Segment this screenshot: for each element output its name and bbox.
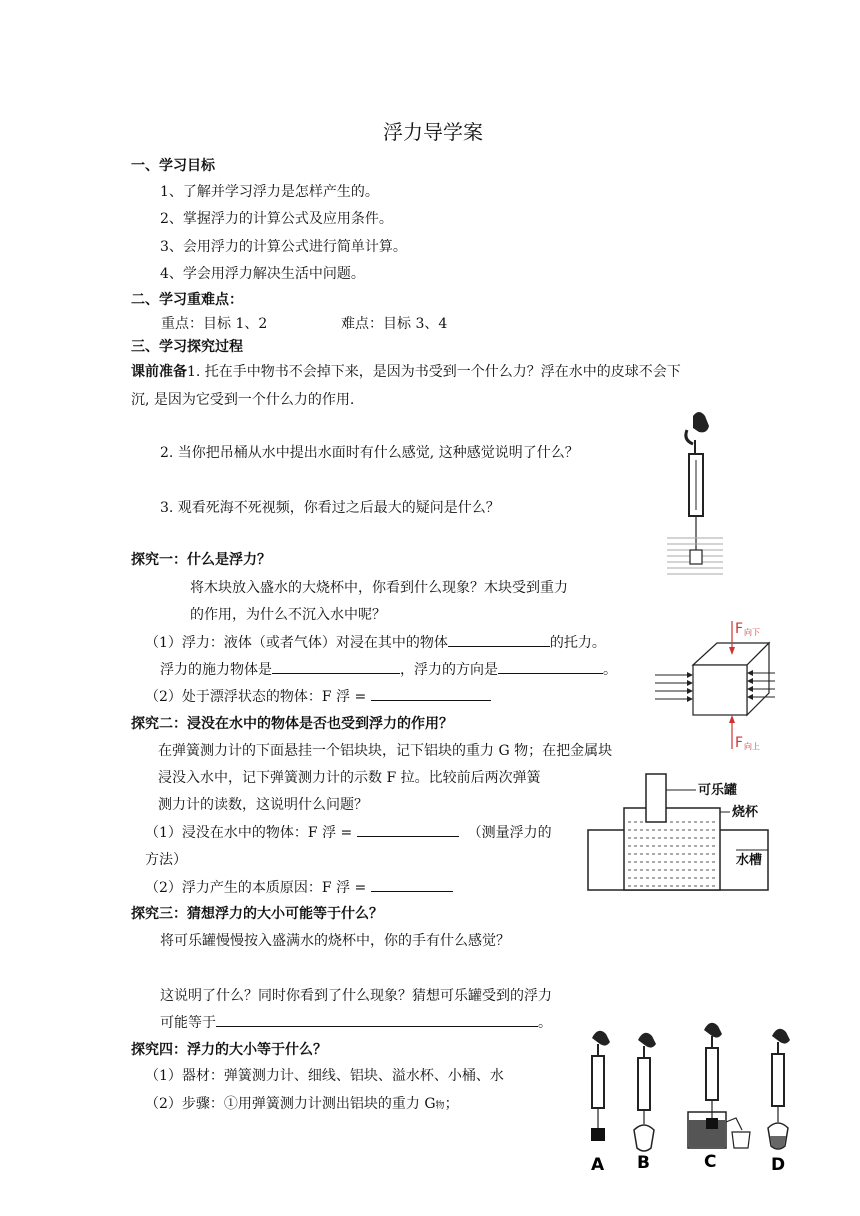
submerged-formula: （1）浸没在水中的物体：F 浮 = （测量浮力的 xyxy=(145,822,552,842)
submerged-formula-cont: 方法） xyxy=(145,852,187,868)
cola-can-label: 可乐罐 xyxy=(698,783,738,798)
goal-item: 4、学会用浮力解决生活中问题。 xyxy=(160,266,365,282)
explore-1-text: 将木块放入盛水的大烧杯中，你看到什么现象？木块受到重力 xyxy=(190,580,568,596)
prep-question-2: 2. 当你把吊桶从水中提出水面时有什么感觉, 这种感觉说明了什么？ xyxy=(160,445,579,461)
explore-3-guess: 可能等于 。 xyxy=(160,1012,552,1032)
prep-question-3: 3. 观看死海不死视频，你看过之后最大的疑问是什么？ xyxy=(160,500,500,516)
step-b-scale xyxy=(634,1033,656,1151)
explore-3-text: 将可乐罐慢慢按入盛满水的烧杯中，你的手有什么感觉？ xyxy=(160,933,510,949)
steps-figure xyxy=(582,1018,807,1178)
fill-blank[interactable] xyxy=(371,686,491,701)
force-down-label: F xyxy=(735,621,744,637)
explore-2-text: 测力计的读数，这说明什么问题？ xyxy=(158,797,368,813)
tank-label: 水槽 xyxy=(736,853,763,868)
fill-blank[interactable] xyxy=(498,659,603,674)
explore-1-heading: 探究一：什么是浮力？ xyxy=(131,552,271,568)
section-heading-keypoints: 二、学习重难点： xyxy=(131,292,243,308)
fill-blank[interactable] xyxy=(357,822,459,837)
buoyancy-source-direction: 浮力的施力物体是 ，浮力的方向是 。 xyxy=(160,659,617,679)
step-d-scale xyxy=(768,1029,790,1149)
buoyancy-definition: （1）浮力：液体（或者气体）对浸在其中的物体 的托力。 xyxy=(145,632,606,652)
explore-1-text: 的作用，为什么不沉入水中呢？ xyxy=(190,607,386,623)
buoyancy-cause-formula: （2）浮力产生的本质原因：F 浮 = xyxy=(145,877,453,897)
force-down-sub: 向下 xyxy=(744,628,760,637)
explore-3-heading: 探究三：猜想浮力的大小可能等于什么？ xyxy=(131,906,383,922)
explore-2-text: 在弹簧测力计的下面悬挂一个铝块块，记下铝块的重力 G 物；在把金属块 xyxy=(158,743,613,759)
step-label-b: B xyxy=(637,1153,650,1173)
procedure-step: （2）步骤：①用弹簧测力计测出铝块的重力 G物； xyxy=(145,1096,459,1112)
goal-item: 2、掌握浮力的计算公式及应用条件。 xyxy=(160,211,393,227)
step-label-a: A xyxy=(591,1155,605,1175)
fill-blank[interactable] xyxy=(448,632,550,647)
explore-3-text: 这说明了什么？同时你看到了什么现象？猜想可乐罐受到的浮力 xyxy=(160,988,552,1004)
explore-2-heading: 探究二：浸没在水中的物体是否也受到浮力的作用？ xyxy=(131,716,453,732)
section-heading-goals: 一、学习目标 xyxy=(131,158,215,174)
explore-2-text: 浸没入水中，记下弹簧测力计的示数 F 拉。比较前后两次弹簧 xyxy=(158,770,541,786)
floating-object: （2）处于漂浮状态的物体：F 浮 = xyxy=(145,686,491,706)
goal-item: 3、会用浮力的计算公式进行简单计算。 xyxy=(160,239,407,255)
step-label-c: C xyxy=(704,1152,717,1172)
prep-question-1: 课前准备1. 托在手中物书不会掉下来，是因为书受到一个什么力？浮在水中的皮球不会下 xyxy=(131,364,681,380)
page-title: 浮力导学案 xyxy=(383,120,483,144)
force-up-label: F xyxy=(735,735,744,751)
cola-can-figure xyxy=(588,770,778,892)
cube-forces-figure xyxy=(655,615,775,755)
fill-blank[interactable] xyxy=(272,659,400,674)
step-a-scale xyxy=(591,1031,610,1141)
section-heading-process: 三、学习探究过程 xyxy=(131,339,243,355)
goal-item: 1、了解并学习浮力是怎样产生的。 xyxy=(160,184,379,200)
step-c-scale xyxy=(688,1023,750,1148)
explore-4-heading: 探究四：浮力的大小等于什么？ xyxy=(131,1042,327,1058)
prep-question-1-cont: 沉, 是因为它受到一个什么力的作用. xyxy=(131,392,355,408)
fill-blank[interactable] xyxy=(216,1012,538,1027)
force-up-sub: 向上 xyxy=(744,742,760,751)
prep-label: 课前准备 xyxy=(131,364,187,380)
spring-scale-water-figure xyxy=(665,410,725,580)
step-label-d: D xyxy=(771,1155,786,1175)
beaker-label: 烧杯 xyxy=(732,805,759,820)
equipment-list: （1）器材：弹簧测力计、细线、铝块、溢水杯、小桶、水 xyxy=(145,1068,504,1084)
key-point: 重点：目标 1、2 xyxy=(161,316,268,332)
fill-blank[interactable] xyxy=(371,877,453,892)
difficult-point: 难点：目标 3、4 xyxy=(341,316,448,332)
